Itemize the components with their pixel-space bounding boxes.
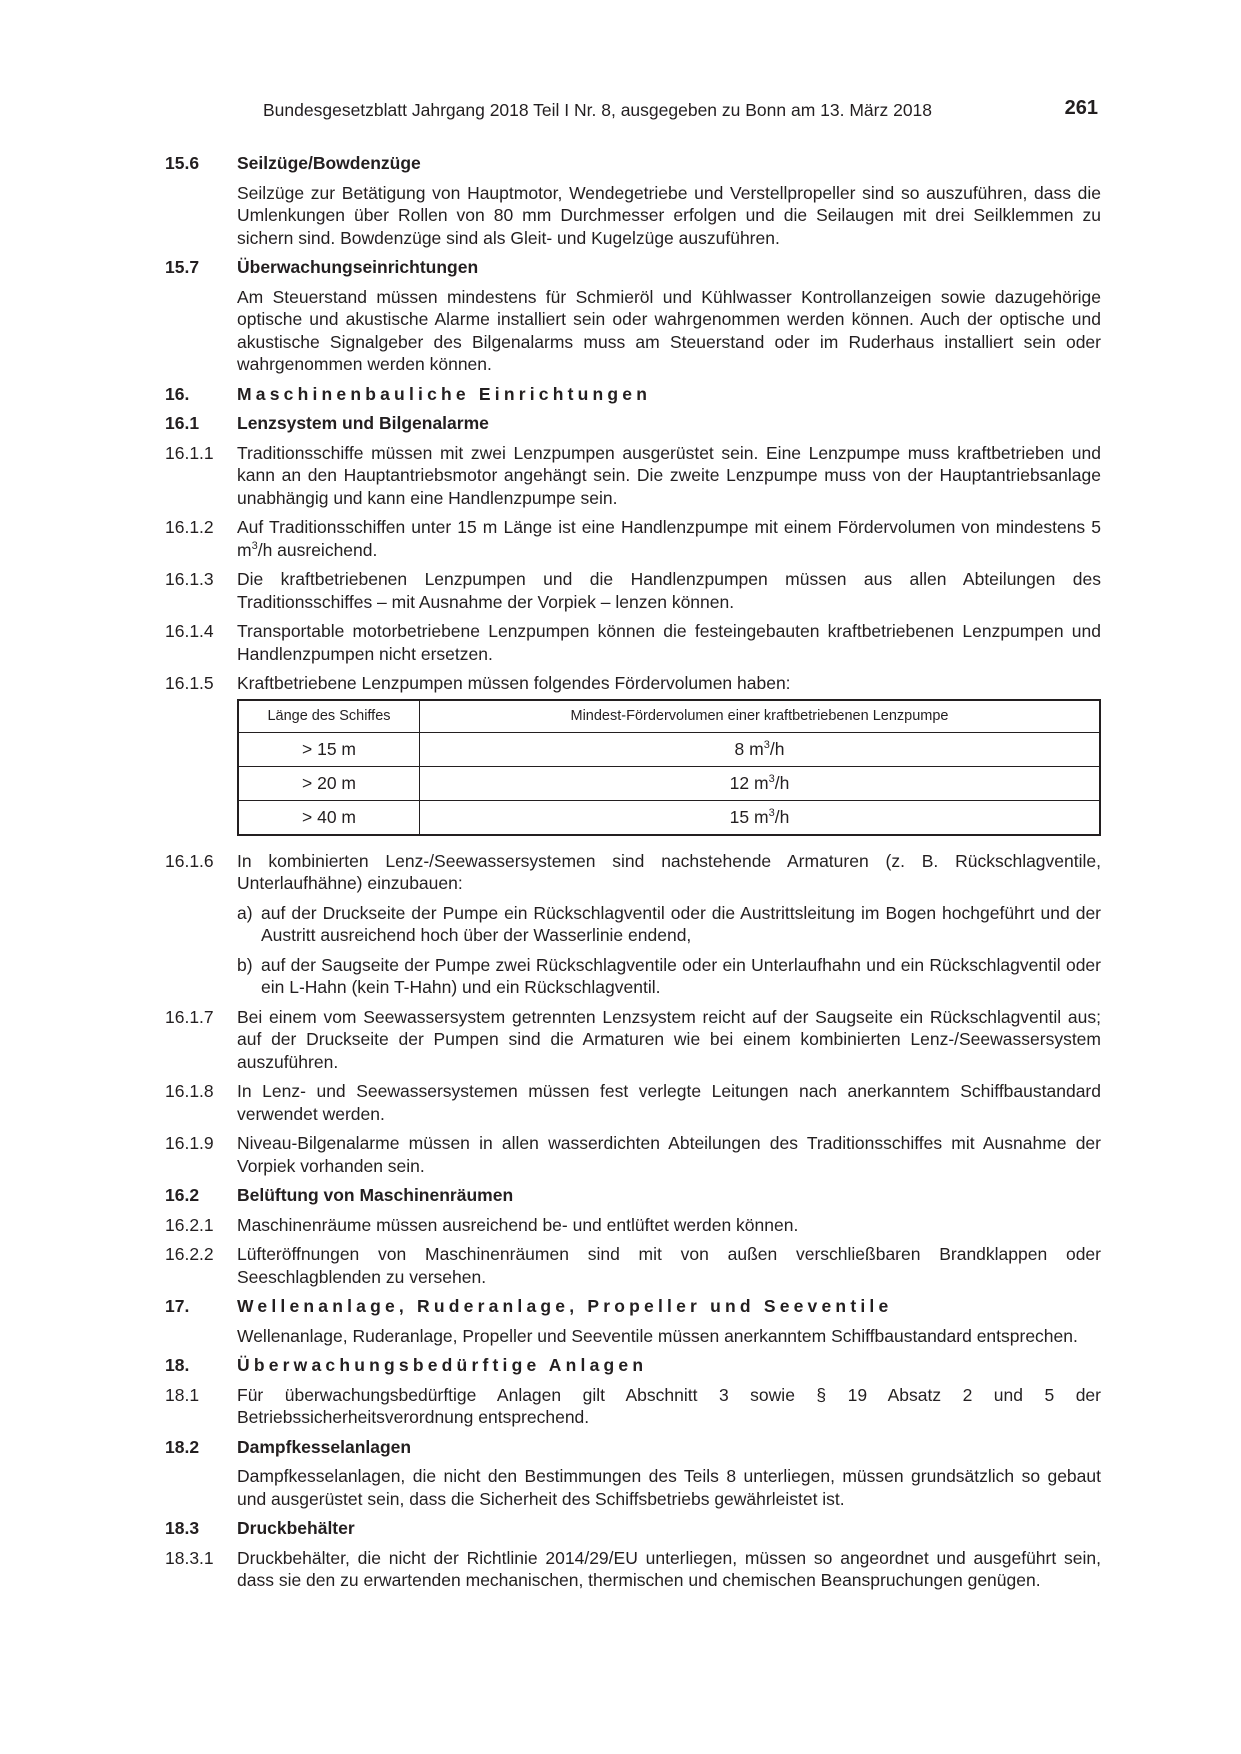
section-number: 16.1 [165,413,200,433]
section-15-7-heading [165,256,1101,279]
table-cell-length: > 20 m [238,766,420,800]
clause-number: 16.1.6 [165,850,214,871]
clause-16-1-2 [165,516,1101,561]
clause-number: 18.1 [165,1384,200,1405]
chapter-title: Maschinenbauliche Einrichtungen [237,383,652,404]
chapter-number: 18. [165,1355,190,1375]
section-number: 15.6 [165,153,200,173]
chapter-title: Wellenanlage, Ruderanlage, Propeller und Seeventile [237,1296,893,1316]
volume-unit: /h [774,772,790,793]
clause-number: 16.1.8 [165,1081,214,1101]
clause-text: In Lenz- und Seewassersystemen müssen fest verlegte Leitungen nach anerkanntem Schiffbaustandard verwendet werden. [237,1081,1101,1124]
superscript: 3 [768,806,775,819]
section-18-2-heading [165,1436,1101,1459]
superscript: 3 [251,539,258,552]
clause-18-3-1 [165,1547,1101,1592]
list-item-text: auf der Saugseite der Pumpe zwei Rückschlagventile oder ein Unterlaufhahn und ein Rückschlagventil oder ein L-Hahn (kein T-Hahn) und ein Rückschlagventil. [261,954,1101,997]
clause-text: Niveau-Bilgenalarme müssen in allen wasserdichten Abteilungen des Traditionsschiffes mit Ausnahme der Vorpiek vorhanden sein. [237,1133,1101,1176]
volume-value: 15 m [729,806,769,827]
table-cell-volume [420,800,1101,835]
clause-16-1-1 [165,442,1101,510]
clause-16-1-5 [165,672,1101,695]
section-15-7-text: Am Steuerstand müssen mindestens für Schmieröl und Kühlwasser Kontrollanzeigen sowie dazugehörige optische und akustische Alarme installiert sein oder wahrgenommen werden können. Auch der optische und akustische Signalgeber des Bilgenalarms muss am Steuerstand oder im Ruderhaus installiert sein oder wahrgenommen werden können. [237,286,1101,374]
list-letter: a) [237,902,253,923]
clause-text: Für überwachungsbedürftige Anlagen gilt Abschnitt 3 sowie § 19 Absatz 2 und 5 der Betriebssicherheitsverordnung entsprechend. [237,1384,1101,1427]
clause-16-1-6 [165,850,1101,895]
clause-number: 16.1.9 [165,1133,214,1153]
section-number: 16.2 [165,1185,200,1205]
section-title: Dampfkesselanlagen [237,1436,412,1457]
clause-number: 16.2.2 [165,1244,214,1264]
clause-text: Maschinenräume müssen ausreichend be- und entlüftet werden können. [237,1214,799,1235]
section-title: Seilzüge/Bowdenzüge [237,153,421,173]
table-cell-length: > 40 m [238,800,420,835]
clause-16-2-2 [165,1243,1101,1288]
table-header-row [238,700,1100,733]
page-number: 261 [1064,97,1098,119]
clause-number: 16.1.3 [165,569,214,589]
superscript: 3 [768,772,775,785]
clause-number: 16.1.1 [165,442,214,463]
section-15-6-text: Seilzüge zur Betätigung von Hauptmotor, Wendegetriebe und Verstellpropeller sind so auszuführen, dass die Umlenkungen über Rollen von 80 mm Durchmesser erfolgen und die Seilaugen mit drei Seilklemmen zu sichern sind. Bowdenzüge sind als Gleit- und Kugelzüge auszuführen. [237,182,1101,248]
table-header-cell: Länge des Schiffes [238,700,420,733]
list-item-a [165,902,1101,947]
pump-capacity-table [237,699,1101,836]
table-cell-volume [420,766,1101,800]
clause-text: Die kraftbetriebenen Lenzpumpen und die Handlenzpumpen müssen aus allen Abteilungen des Traditionsschiffes – mit Ausnahme der Vorpiek – lenzen können. [237,569,1101,612]
running-header: Bundesgesetzblatt Jahrgang 2018 Teil I Nr. 8, ausgegeben zu Bonn am 13. März 2018 [263,100,933,120]
table-cell-volume [420,732,1101,766]
volume-unit: /h [774,806,790,827]
section-18-3-heading [165,1517,1101,1540]
clause-18-1 [165,1384,1101,1429]
clause-number: 16.1.7 [165,1006,214,1027]
chapter-number: 17. [165,1296,190,1316]
clause-number: 16.2.1 [165,1214,214,1235]
clause-16-1-4 [165,620,1101,665]
section-number: 18.2 [165,1436,200,1457]
chapter-number: 16. [165,383,190,404]
table-cell-length: > 15 m [238,732,420,766]
table-row [238,732,1100,766]
clause-16-1-9 [165,1132,1101,1177]
clause-text: In kombinierten Lenz-/Seewassersystemen sind nachstehende Armaturen (z. B. Rückschlagventile, Unterlaufhähne) einzubauen: [237,850,1101,893]
clause-16-1-7 [165,1006,1101,1074]
section-18-2-text: Dampfkesselanlagen, die nicht den Bestimmungen des Teils 8 unterliegen, müssen grundsätzlich so gebaut und ausgerüstet sein, dass die Sicherheit des Schiffsbetriebs gewährleistet ist. [237,1466,1101,1509]
section-title: Überwachungseinrichtungen [237,257,479,277]
list-item-b [165,954,1101,999]
clause-text-part: Auf Traditionsschiffen unter 15 m Länge ist eine Handlenzpumpe mit einem Fördervolumen von mindestens 5 m [237,517,1101,560]
clause-number: 16.1.2 [165,517,214,537]
superscript: 3 [763,738,770,751]
list-letter: b) [237,954,253,975]
clause-16-1-3 [165,568,1101,613]
clause-text [237,516,1101,561]
section-title: Belüftung von Maschinenräumen [237,1185,514,1205]
clause-16-2-1 [165,1214,1101,1237]
chapter-17-heading [165,1295,1101,1318]
list-item-text: auf der Druckseite der Pumpe ein Rückschlagventil oder die Austrittsleitung im Bogen hochgeführt und der Austritt ausreichend hoch über der Wasserlinie endend, [261,902,1101,945]
section-16-2-heading [165,1184,1101,1207]
section-16-1-heading [165,412,1101,435]
volume-unit: /h [769,738,785,759]
section-number: 15.7 [165,257,200,277]
section-title: Lenzsystem und Bilgenalarme [237,413,489,433]
chapter-17-text: Wellenanlage, Ruderanlage, Propeller und Seeventile müssen anerkanntem Schiffbaustandard entsprechen. [237,1325,1078,1346]
clause-text: Kraftbetriebene Lenzpumpen müssen folgendes Fördervolumen haben: [237,673,791,693]
clause-text-part: /h ausreichend. [257,539,378,560]
chapter-18-heading [165,1354,1101,1377]
section-number: 18.3 [165,1518,200,1538]
clause-number: 16.1.4 [165,621,214,641]
clause-text: Druckbehälter, die nicht der Richtlinie 2014/29/EU unterliegen, müssen so angeordnet und ausgeführt sein, dass sie den zu erwartenden mechanischen, thermischen und chemischen Beanspruchungen genügen. [237,1547,1101,1590]
table-row [238,766,1100,800]
section-15-6-heading [165,152,1101,175]
clause-number: 18.3.1 [165,1547,214,1568]
volume-value: 8 m [734,738,764,759]
clause-text: Bei einem vom Seewassersystem getrennten Lenzsystem reicht auf der Saugseite ein Rückschlagventil aus; auf der Druckseite der Pumpen sind die Armaturen wie bei einem kombinierten Lenz-/Seewassersystem auszuführen. [237,1006,1101,1072]
chapter-16-heading [165,383,1101,406]
clause-number: 16.1.5 [165,673,214,693]
document-body [165,152,1101,1599]
table-header-cell: Mindest-Fördervolumen einer kraftbetriebenen Lenzpumpe [420,700,1101,733]
volume-value: 12 m [729,772,769,793]
clause-text: Transportable motorbetriebene Lenzpumpen können die festeingebauten kraftbetriebenen Lenzpumpen und Handlenzpumpen nicht ersetzen. [237,621,1101,664]
table-row [238,800,1100,835]
section-title: Druckbehälter [237,1518,355,1538]
clause-16-1-8 [165,1080,1101,1125]
chapter-title: Überwachungsbedürftige Anlagen [237,1355,648,1375]
clause-text: Lüfteröffnungen von Maschinenräumen sind mit von außen verschließbaren Brandklappen oder Seeschlagblenden zu versehen. [237,1244,1101,1287]
clause-text: Traditionsschiffe müssen mit zwei Lenzpumpen ausgerüstet sein. Eine Lenzpumpe muss kraftbetrieben und kann an den Hauptantriebsmotor angehängt sein. Die zweite Lenzpumpe muss von der Hauptantriebsanlage unabhängig und kann eine Handlenzpumpe sein. [237,442,1101,508]
